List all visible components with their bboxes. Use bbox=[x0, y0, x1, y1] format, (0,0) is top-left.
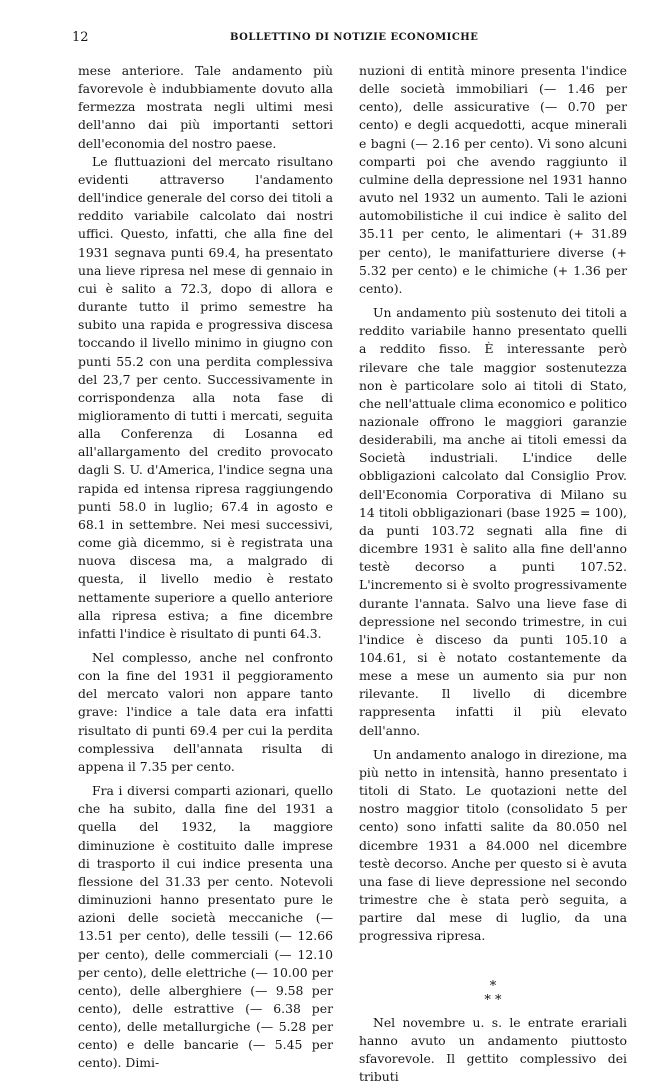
left-column bbox=[78, 62, 333, 1073]
paragraph: Nel novembre u. s. le entrate erariali hanno avuto un andamento piuttosto sfavorevole. Il gettito complessivo dei tributi bbox=[359, 1014, 627, 1086]
page-header bbox=[0, 0, 653, 60]
paragraph: Un andamento più sostenuto dei titoli a reddito variabile hanno presentato quelli a reddito fisso. È interessante però rilevare che tale maggior sostenutezza non è particolare solo ai titoli di Stato, che nell'attuale clima economico e politico nazionale offrono le maggiori garanzie desiderabili, ma anche ai titoli emessi da Società industriali. L'indice delle obbligazioni calcolato dal Consiglio Prov. dell'Economia Corporativa di Milano su 14 titoli obbligazionari (base 1925 = 100), da punti 103.72 segnati alla fine di dicembre 1931 è salito alla fine dell'anno testè decorso a punti 107.52. L'incremento si è svolto progressivamente durante l'annata. Salvo una lieve fase di depressione nel secondo trimestre, in cui l'indice è disceso da punti 105.10 a 104.61, si è notato costantemente da mese a mese un aumento sia pur non rilevante. Il livello di dicembre rappresenta infatti il più elevato dell'anno. bbox=[359, 304, 627, 740]
section-separator bbox=[359, 980, 627, 1008]
paragraph: Nel complesso, anche nel confronto con la fine del 1931 il peggioramento del mercato valori non appare tanto grave: l'indice a tale data era infatti risultato di punti 69.4 per cui la perdita complessiva dell'annata risulta di appena il 7.35 per cento. bbox=[78, 649, 333, 776]
separator-stars-bottom: * * bbox=[484, 993, 501, 1008]
paragraph: nuzioni di entità minore presenta l'indice delle società immobiliari (— 1.46 per cento), delle assicurative (— 0.70 per cento) e degli acquedotti, acque minerali e bagni (— 2.16 per cento). Vi sono alcuni comparti poi che avendo raggiunto il culmine della depressione nel 1931 hanno avuto nel 1932 un aumento. Tali le azioni automobilistiche il cui indice è salito del 35.11 per cento, le alimentari (+ 31.89 per cento), le manifatturiere diverse (+ 5.32 per cento) e le chimiche (+ 1.36 per cento). bbox=[359, 62, 627, 298]
right-column bbox=[359, 62, 627, 1086]
paragraph: Fra i diversi comparti azionari, quello che ha subito, dalla fine del 1931 a quella del 1932, la maggiore diminuzione è costituito dalle imprese di trasporto il cui indice presenta una flessione del 31.33 per cento. Notevoli diminuzioni hanno presentato pure le azioni delle società meccaniche (— 13.51 per cento), delle tessili (— 12.66 per cento), delle commerciali (— 12.10 per cento), delle elettriche (— 10.00 per cento), delle alberghiere (— 9.58 per cento), delle estrattive (— 6.38 per cento), delle metallurgiche (— 5.28 per cento) e delle bancarie (— 5.45 per cento). Dimi- bbox=[78, 782, 333, 1073]
paragraph: Un andamento analogo in direzione, ma più netto in intensità, hanno presentato i titoli di Stato. Le quotazioni nette del nostro maggior titolo (consolidato 5 per cento) sono infatti salite da 80.050 nel dicembre 1931 a 84.000 nel dicembre testè decorso. Anche per questo si è avuta una fase di lieve depressione nel secondo trimestre che è stata però seguita, a partire dal mese di luglio, da una progressiva ripresa. bbox=[359, 746, 627, 946]
paragraph: mese anteriore. Tale andamento più favorevole è indubbiamente dovuto alla fermezza mostrata negli ultimi mesi dell'anno dai più importanti settori dell'economia del nostro paese. bbox=[78, 62, 333, 153]
running-title: BOLLETTINO DI NOTIZIE ECONOMICHE bbox=[230, 32, 478, 43]
separator-star-top: * bbox=[359, 980, 627, 994]
paragraph: Le fluttuazioni del mercato risultano evidenti attraverso l'andamento dell'indice generale del corso dei titoli a reddito variabile calcolato dai nostri uffici. Questo, infatti, che alla fine del 1931 segnava punti 69.4, ha presentato una lieve ripresa nel mese di gennaio in cui è salito a 72.3, dopo di allora e durante tutto il primo semestre ha subito una rapida e progressiva discesa toccando il livello minimo in giugno con punti 55.2 con una perdita complessiva del 23,7 per cento. Successivamente in corrispondenza alla nota fase di miglioramento di tutti i mercati, seguita alla Conferenza di Losanna ed all'allargamento del credito provocato dagli S. U. d'America, l'indice segna una rapida ed intensa ripresa raggiungendo punti 58.0 in luglio; 67.4 in agosto e 68.1 in settembre. Nei mesi successivi, come già dicemmo, si è registrata una nuova discesa ma, a malgrado di questa, il livello medio è restato nettamente superiore a quello anteriore alla ripresa estiva; a fine dicembre infatti l'indice è risultato di punti 64.3. bbox=[78, 153, 333, 643]
page-number: 12 bbox=[72, 30, 89, 45]
